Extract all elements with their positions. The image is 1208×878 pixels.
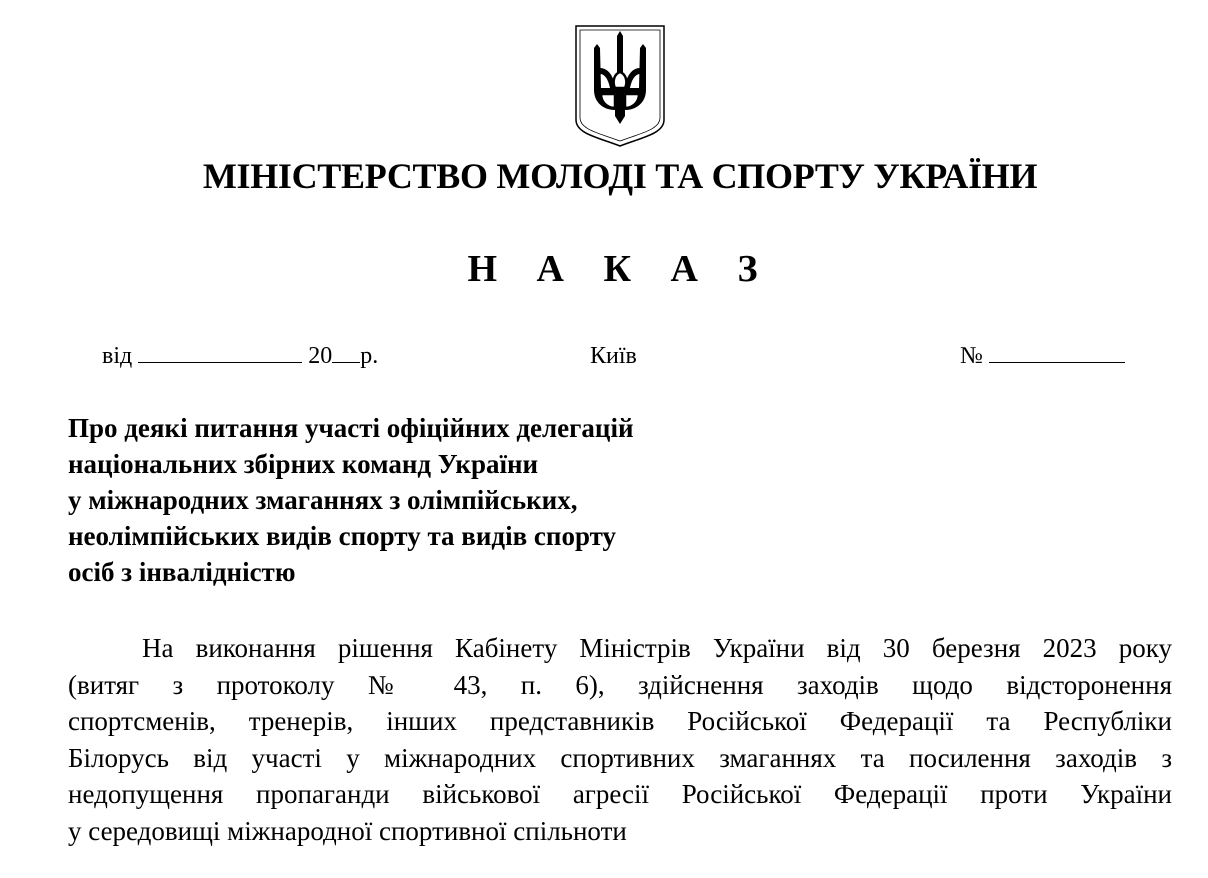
- subject-line: у міжнародних змаганнях з олімпійських,: [68, 485, 578, 515]
- body-line: у середовищі міжнародної спортивної спільноти: [68, 815, 627, 846]
- number-prefix: №: [960, 343, 983, 369]
- year-suffix: р.: [360, 343, 379, 369]
- ministry-name: МІНІСТЕРСТВО МОЛОДІ ТА СПОРТУ УКРАЇНИ: [202, 156, 1038, 196]
- date-prefix: від: [102, 343, 133, 369]
- year-prefix: 20: [308, 343, 333, 369]
- date-line: [102, 340, 378, 372]
- year-blank: [332, 340, 360, 363]
- subject-line: національних збірних команд України: [68, 449, 539, 479]
- body-line: (витяг з протоколу № 43, п. 6), здійснення заходів щодо відсторонення: [68, 669, 1172, 700]
- coat-of-arms-icon: [574, 24, 666, 148]
- document-type-title: Н А К А З: [467, 248, 773, 290]
- number-blank: [989, 340, 1125, 363]
- subject-line: неолімпійських видів спорту та видів спорту: [68, 521, 617, 551]
- order-subject: [68, 410, 634, 590]
- date-blank: [138, 340, 302, 363]
- body-line: Білорусь від участі у міжнародних спортивних змаганнях та посилення заходів з: [68, 742, 1172, 773]
- subject-line: Про деякі питання участі офіційних делегацій: [68, 413, 634, 443]
- number-line: [960, 340, 1125, 372]
- subject-line: осіб з інвалідністю: [68, 557, 296, 587]
- body-paragraph: [68, 630, 1172, 849]
- body-line: На виконання рішення Кабінету Міністрів України від 30 березня 2023 року: [142, 633, 1172, 663]
- body-line: недопущення пропаганди військової агресії Російської Федерації проти України: [68, 779, 1172, 809]
- body-line: спортсменів, тренерів, інших представників Російської Федерації та Республіки: [68, 706, 1172, 736]
- city: Київ: [590, 343, 637, 369]
